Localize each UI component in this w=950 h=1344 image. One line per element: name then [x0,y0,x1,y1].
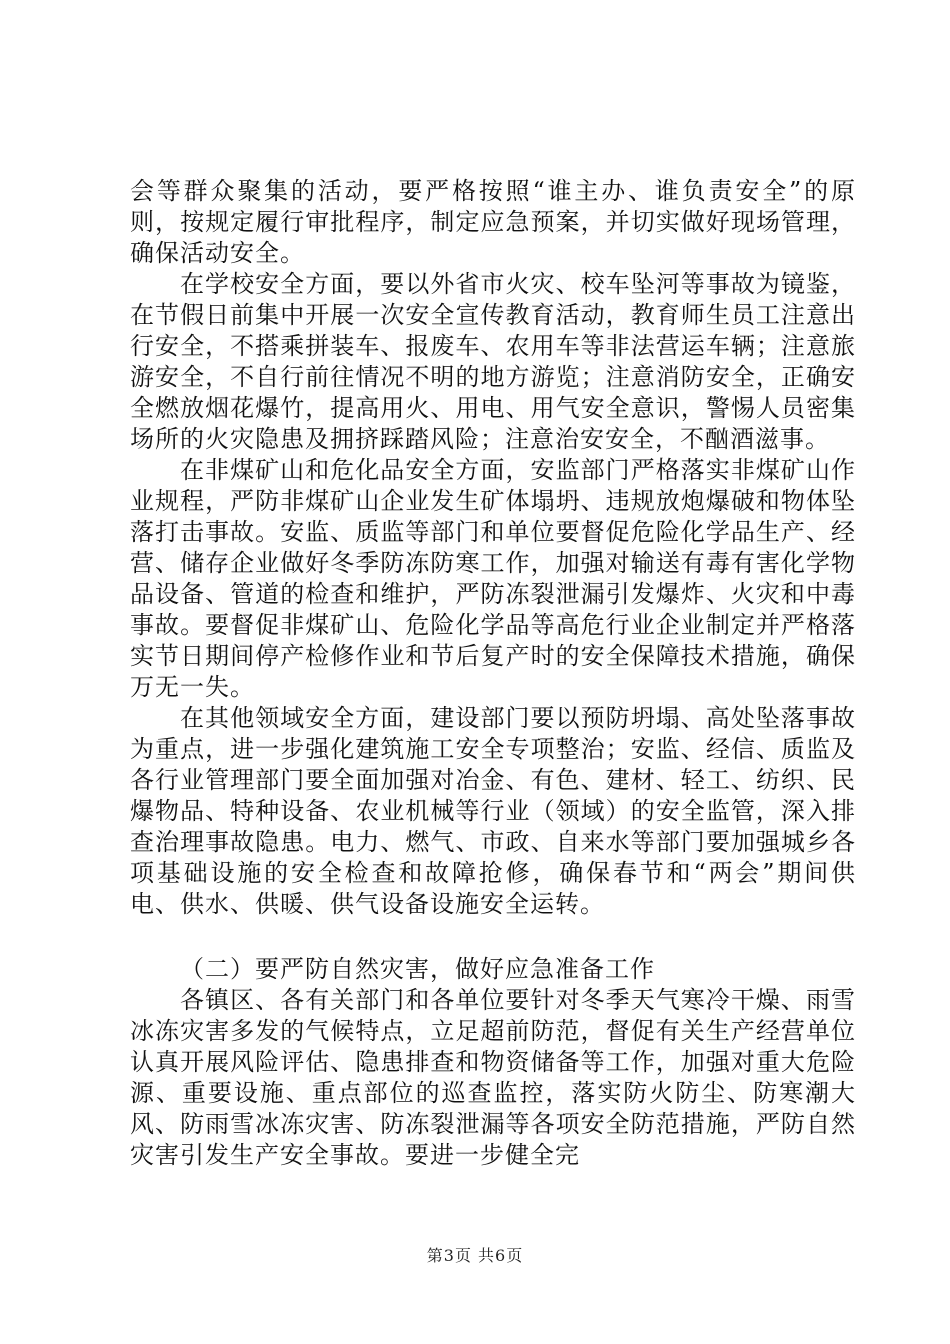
paragraph-mining-chemicals: 在非煤矿山和危化品安全方面，安监部门严格落实非煤矿山作业规程，严防非煤矿山企业发生矿体塌坍、违规放炮爆破和物体坠落打击事故。安监、质监等部门和单位要督促危险化学品生产、经营、储存企业做好冬季防冻防寒工作，加强对输送有毒有害化学物品设备、管道的检查和维护，严防冻裂泄漏引发爆炸、火灾和中毒事故。要督促非煤矿山、危险化学品等高危行业企业制定并严格落实节日期间停产检修作业和节后复产时的安全保障技术措施，确保万无一失。 [130,456,856,701]
paragraph-natural-disasters: 各镇区、各有关部门和各单位要针对冬季天气寒冷干燥、雨雪冰冻灾害多发的气候特点，立足超前防范，督促有关生产经营单位认真开展风险评估、隐患排查和物资储备等工作，加强对重大危险源、重要设施、重点部位的巡查监控，落实防火防尘、防寒潮大风、防雨雪冰冻灾害、防冻裂泄漏等各项安全防范措施，严防自然灾害引发生产安全事故。要进一步健全完 [130,986,856,1169]
section-heading: （二）要严防自然灾害，做好应急准备工作 [180,955,655,983]
paragraph-other-fields: 在其他领域安全方面，建设部门要以预防坍塌、高处坠落事故为重点，进一步强化建筑施工安全专项整治；安监、经信、质监及各行业管理部门要全面加强对冶金、有色、建材、轻工、纺织、民爆物品、特种设备、农业机械等行业（领域）的安全监管，深入排查治理事故隐患。电力、燃气、市政、自来水等部门要加强城乡各项基础设施的安全检查和故障抢修，确保春节和“两会”期间供电、供水、供暖、供气设备设施安全运转。 [130,704,856,918]
paragraph-continuation: 会等群众聚集的活动，要严格按照“谁主办、谁负责安全”的原则，按规定履行审批程序，制定应急预案，并切实做好现场管理，确保活动安全。 [130,177,856,267]
paragraph-school-safety: 在学校安全方面，要以外省市火灾、校车坠河等事故为镜鉴，在节假日前集中开展一次安全宣传教育活动，教育师生员工注意出行安全，不搭乘拼装车、报废车、农用车等非法营运车辆；注意旅游安全，不自行前往情况不明的地方游览；注意消防安全，正确安全燃放烟花爆竹，提高用火、用电、用气安全意识，警惕人员密集场所的火灾隐患及拥挤踩踏风险；注意治安安全，不酗酒滋事。 [130,270,856,453]
document-body [130,176,856,1171]
page-number: 第3页 共6页 [426,1246,524,1265]
